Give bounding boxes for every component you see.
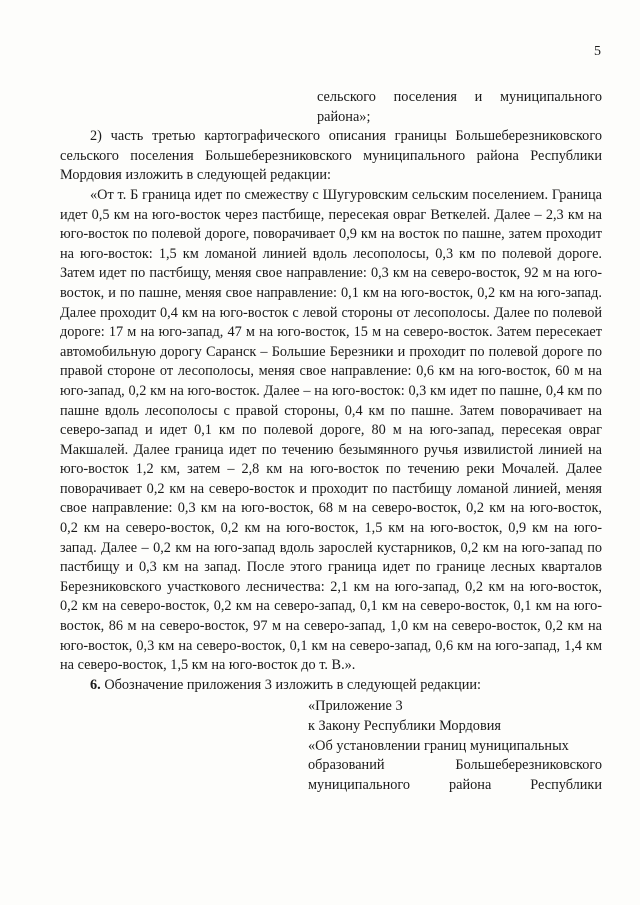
appendix-line-4: образований Большеберезниковского	[308, 757, 602, 774]
appendix-line-3: «Об установлении границ муниципальных	[308, 737, 569, 754]
intro-line-1: сельского поселения и муниципального	[317, 89, 602, 105]
appendix-line-2: к Закону Республики Мордовия	[308, 718, 501, 734]
intro-fragment	[317, 88, 602, 127]
appendix-line-5: муниципального района Республики	[308, 776, 602, 793]
boundary-description-paragraph: «От т. Б граница идет по смежеству с Шугуровским сельским поселением. Граница идет 0,5 км на юго-восток через пастбище, пересекая овраг Веткелей. Далее – 2,3 км на юго-восток по полевой дороге, поворачивает 0,9 км на восток по пашне, затем проходит на юго-восток: 1,5 км ломаной линией вдоль лесополосы, 0,3 км по полевой дороге. Затем идет по пастбищу, меняя свое направление: 0,3 км на северо-восток, 92 м на юго-восток, и по пашне, меняя свое направление: 0,1 км на юго-восток, 0,2 км на юго-запад. Далее проходит 0,4 км на юго-восток с левой стороны от лесополосы. Далее по полевой дороге: 17 м на юго-запад, 47 м на юго-восток, 15 м на северо-восток. Затем пересекает автомобильную дорогу Саранск – Большие Березники и проходит по полевой дороге по правой стороне от лесополосы, меняя свое направление: 0,6 км на юго-восток, 60 м на юго-запад, 0,2 км на юго-восток. Далее – на юго-восток: 0,3 км идет по пашне, 0,4 км по пашне вдоль лесополосы с правой стороны, 0,4 км по пашне. Затем поворачивает на северо-запад и идет 0,1 км по полевой дороге, 80 м на юго-запад, пересекая овраг Макшалей. Далее граница идет по течению безымянного ручья извилистой линией на юго-восток 1,2 км, затем – 2,8 км на юго-восток по течению реки Мочалей. Далее поворачивает 0,2 км на северо-восток и проходит по пастбищу ломаной линией, меняя свое направление: 0,3 км на юго-восток, 68 м на северо-восток, 0,2 км на юго-восток, 0,2 км на северо-восток, 0,2 км на юго-восток, 1,5 км на юго-восток, 0,9 км на юго-запад. Далее – 0,2 км на юго-запад вдоль зарослей кустарников, 0,2 км на юго-запад по пастбищу и 0,3 км на запад. После этого граница идет по границе лесных кварталов Березниковского участкового лесничества: 2,1 км на юго-запад, 0,2 км на юго-восток, 0,2 км на северо-восток, 0,2 км на северо-запад, 0,1 км на северо-восток, 0,1 км на юго-восток, 86 м на северо-восток, 97 м на северо-запад, 1,0 км на северо-восток, 0,2 км на юго-восток, 0,3 км на северо-восток, 0,1 км на северо-запад, 0,6 км на юго-запад, 1,4 км на северо-восток, 1,5 км на юго-восток до т. В.».	[60, 186, 602, 674]
document-body	[60, 88, 602, 795]
item-2-paragraph: 2) часть третью картографического описания границы Большеберезниковского сельского поселения Большеберезниковского муниципального района Республики Мордовия изложить в следующей редакции:	[60, 128, 602, 184]
point-6-number: 6.	[90, 676, 101, 693]
page-number: 5	[594, 44, 601, 59]
point-6-paragraph	[60, 676, 602, 696]
appendix-line-1: «Приложение 3	[308, 698, 403, 715]
appendix-heading	[308, 697, 602, 795]
point-6-text: Обозначение приложения 3 изложить в следующей редакции:	[104, 676, 482, 693]
intro-line-2: района»;	[317, 108, 371, 125]
